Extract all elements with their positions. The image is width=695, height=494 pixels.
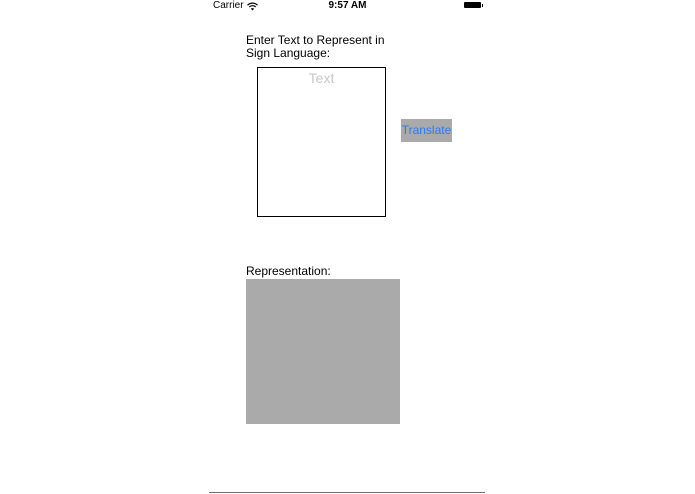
text-input-placeholder: Text [308,70,335,86]
representation-image [246,279,400,424]
clock: 9:57 AM [328,0,367,11]
sign-text-input[interactable] [257,67,386,217]
bottom-divider [209,492,485,493]
representation-label: Representation: [246,264,331,278]
prompt-label: Enter Text to Represent in Sign Language: [246,33,385,60]
translate-button[interactable]: Translate [401,119,452,142]
carrier-label: Carrier [213,0,244,11]
battery-icon [464,2,481,8]
status-bar [0,0,695,12]
